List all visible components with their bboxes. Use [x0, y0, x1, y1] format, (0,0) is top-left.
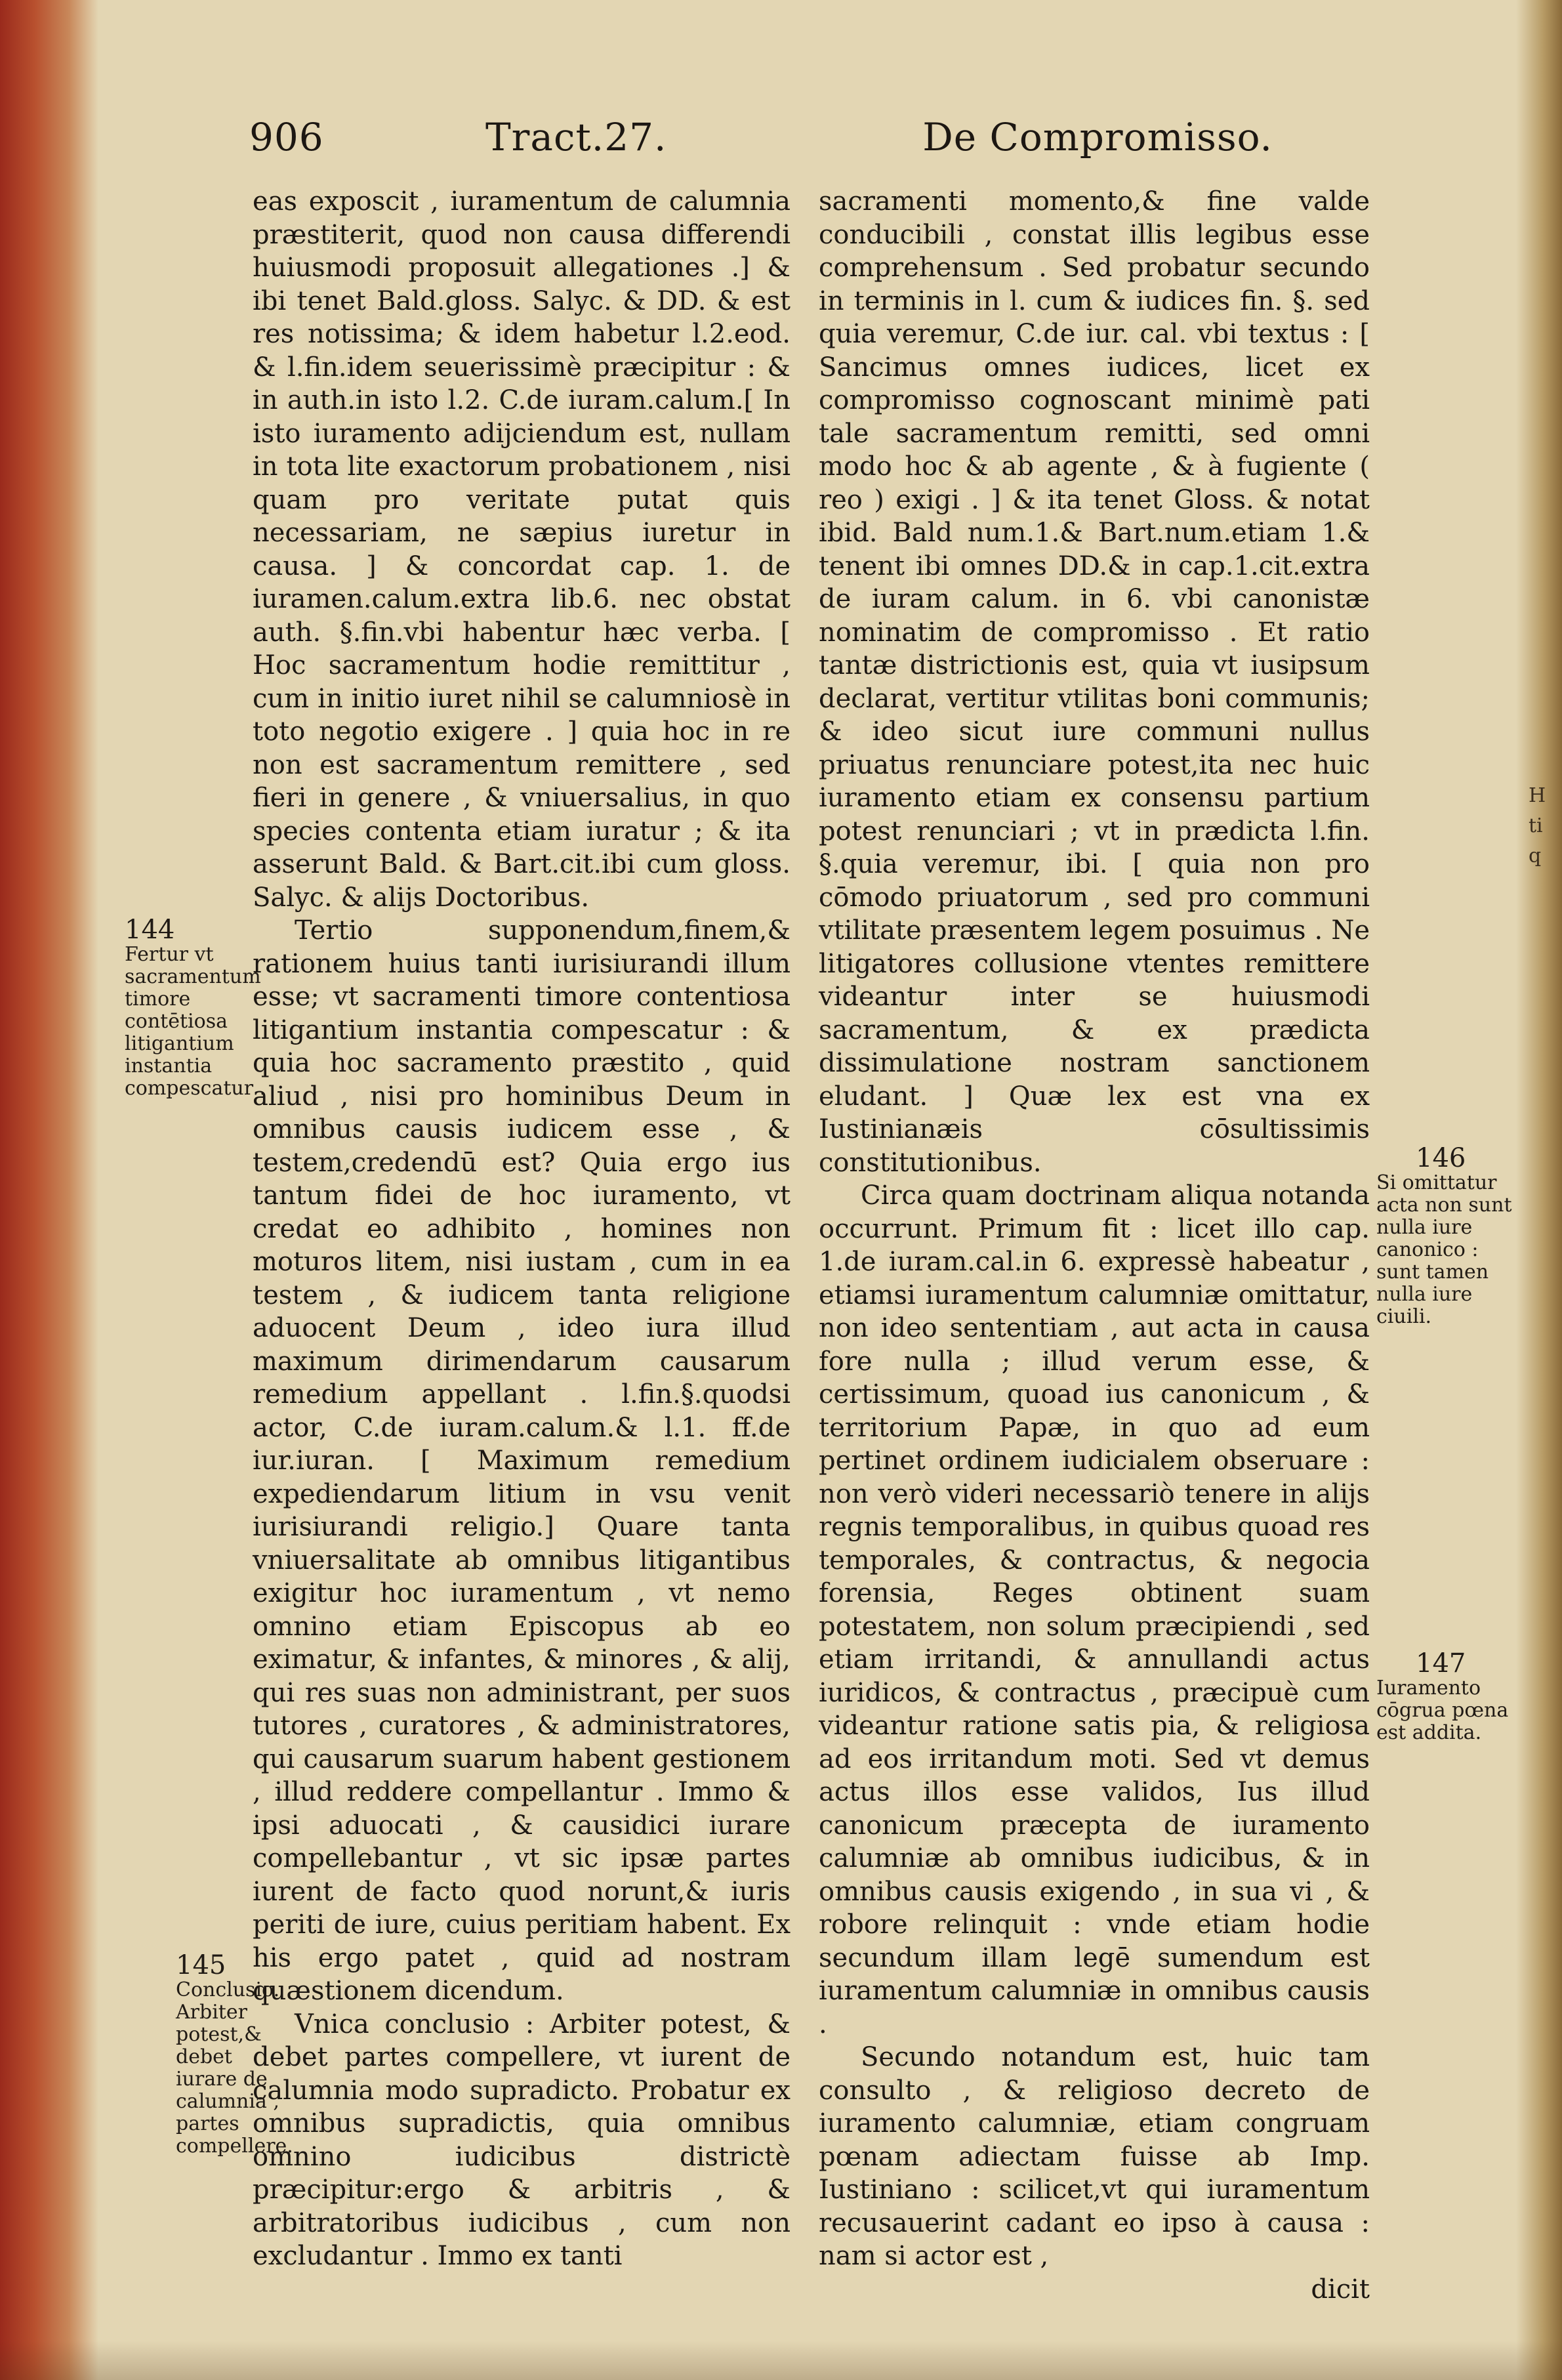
margin-note-text: Fertur vt sacramentum timore contētiosa litigantium instantia compescatur .	[125, 943, 266, 1100]
margin-note-number: 146	[1416, 1143, 1466, 1173]
right-paragraph-1: sacramenti momento,& fine valde conducibili , constat illis legibus esse comprehensum . Sed probatur secundo in terminis in l. cum & iudices fin. §. sed quia veremur, C.de iur. cal. vbi textus : [ Sancimus omnes iudices, licet ex compromisso cognoscant minimè pati tale sacramentum remitti, sed omni modo hoc & ab agente , & à fugiente ( reo ) exigi . ] & ita tenet Gloss. & notat ibid. Bald num.1.& Bart.num.etiam 1.& tenent ibi omnes DD.& in cap.1.cit.extra de iuram calum. in 6. vbi canonistæ nominatim de compromisso . Et ratio tantæ districtionis est, quia vt iusipsum declarat, vertitur vtilitas boni communis; & ideo sicut iure communi nullus priuatus renunciare potest,ita nec huic iuramento etiam ex consensu partium potest renunciari ; vt in prædicta l.fin. §.quia veremur, ibi. [ quia non pro cōmodo priuatorum , sed pro communi vtilitate præsentem legem posuimus . Ne litigatores collusione vtentes remittere videantur inter se huiusmodi sacramentum, & ex prædicta dissimulatione nostram sanctionem eludant. ] Quæ lex est vna ex Iustinianæis cōsultissimis constitutionibus.	[819, 186, 1370, 1178]
left-paragraph-2: Tertio supponendum,finem,& rationem huius tanti iurisiurandi illum esse; vt sacramenti timore contentiosa litigantium instantia compescatur : & quia hoc sacramento præstito , quid aliud , nisi pro hominibus Deum in omnibus causis iudicem esse , & testem,credendū est? Quia ergo ius tantum fidei de hoc iuramento, vt credat eo adhibito , homines non moturos litem, nisi iustam , cum in ea testem , & iudicem tanta religione aduocent Deum , ideo iura illud maximum dirimendarum causarum remedium appellant . l.fin.§.quodsi actor, C.de iuram.calum.& l.1. ff.de iur.iuran. [ Maximum remedium expediendarum litium in vsu venit iurisiurandi religio.] Quare tanta vniuersalitate ab omnibus litigantibus exigitur hoc iuramentum , vt nemo omnino etiam Episcopus ab eo eximatur, & infantes, & minores , & alij, qui res suas non administrant, per suos tutores , curatores , & administratores, qui causarum suarum habent gestionem , illud reddere compellantur . Immo & ipsi aduocati , & causidici iurare compellebantur , vt sic ipsæ partes iurent de facto quod norunt,& iuris periti de iure, cuius peritiam habent. Ex his ergo patet , quid ad nostram quæstionem dicendum.	[253, 915, 791, 2006]
running-head-tractatus: Tract.27.	[485, 115, 667, 159]
left-paragraph-3: Vnica conclusio : Arbiter potest, & debet partes compellere, vt iurent de calumnia modo supradicto. Probatur ex omnibus supradictis, quia omnibus omnino iudicibus districtè præcipitur:ergo & arbitris , & arbitratoribus iudicibus , cum non excludantur . Immo ex tanti	[253, 2009, 791, 2271]
facing-page-fragment: H ti q	[1529, 784, 1546, 867]
margin-note-text: Conclusio. Arbiter potest,& debet iurare de calumnia , partes compellere.	[176, 1978, 293, 2158]
right-column	[819, 185, 1370, 2306]
margin-note-text: Si omittatur acta non sunt nulla iure canonico : sunt tamen nulla iure ciuili.	[1376, 1171, 1512, 1328]
page-shadow	[0, 2341, 1562, 2380]
right-paragraph-3: Secundo notandum est, huic tam consulto , & religioso decreto de iuramento calumniæ, etiam congruam pœnam adiectam fuisse ab Imp. Iustiniano : scilicet,vt qui iuramentum recusauerint cadant eo ipso à causa : nam si actor est ,	[819, 2042, 1370, 2271]
margin-note-144	[125, 915, 282, 1100]
page-header	[249, 115, 1273, 174]
right-paragraph-2: Circa quam doctrinam aliqua notanda occurrunt. Primum fit : licet illo cap. 1.de iuram.cal.in 6. expressè habeatur , etiamsi iuramentum calumniæ omittatur, non ideo sententiam , aut acta in causa fore nulla ; illud verum esse, & certissimum, quoad ius canonicum , & territorium Papæ, in quo ad eum pertinet ordinem iudicialem obseruare : non verò videri necessariò tenere in alijs regnis temporalibus, in quibus quoad res temporales, & contractus, & negocia forensia, Reges obtinent suam potestatem, non solum præcipiendi , sed etiam irritandi, & annullandi actus iuridicos, & contractus , præcipuè cum videantur ratione satis pia, & religiosa ad eos irritandum moti. Sed vt demus actus illos esse validos, Ius illud canonicum præcepta de iuramento calumniæ ab omnibus iudicibus, & in omnibus causis exigendo , in sua vi , & robore relinquit : vnde etiam hodie secundum illam legē sumendum est iuramentum calumniæ in omnibus causis .	[819, 1180, 1370, 2039]
margin-note-number: 144	[125, 915, 175, 945]
margin-note-text: Iuramento cōgrua pœna est addita.	[1376, 1677, 1509, 1744]
page-edge-left	[0, 0, 98, 2380]
catchword: dicit	[1311, 2274, 1370, 2305]
left-column	[253, 185, 791, 2273]
margin-note-147	[1376, 1648, 1527, 1744]
margin-note-145	[176, 1950, 293, 2158]
left-paragraph-1: eas exposcit , iuramentum de calumnia præstiterit, quod non causa differendi huiusmodi proposuit allegationes .] & ibi tenet Bald.gloss. Salyc. & DD. & est res notissima; & idem habetur l.2.eod. & l.fin.idem seuerissimè præcipitur : & in auth.in isto l.2. C.de iuram.calum.[ In isto iuramento adijciendum est, nullam in tota lite exactorum probationem , nisi quam pro veritate putat quis necessariam, ne sæpius iuretur in causa. ] & concordat cap. 1. de iuramen.calum.extra lib.6. nec obstat auth. §.fin.vbi habentur hæc verba. [ Hoc sacramentum hodie remittitur , cum in initio iuret nihil se calumniosè in toto negotio exigere . ] quia hoc in re non est sacramentum remittere , sed fieri in genere , & vniuersalius, in quo species contenta etiam iuratur ; & ita asserunt Bald. & Bart.cit.ibi cum gloss. Salyc. & alijs Doctoribus.	[253, 186, 791, 913]
margin-note-number: 147	[1416, 1648, 1466, 1679]
margin-note-146	[1376, 1143, 1527, 1328]
running-head-title: De Compromisso.	[922, 115, 1273, 159]
page-number: 906	[249, 115, 324, 159]
margin-note-number: 145	[176, 1950, 226, 1980]
